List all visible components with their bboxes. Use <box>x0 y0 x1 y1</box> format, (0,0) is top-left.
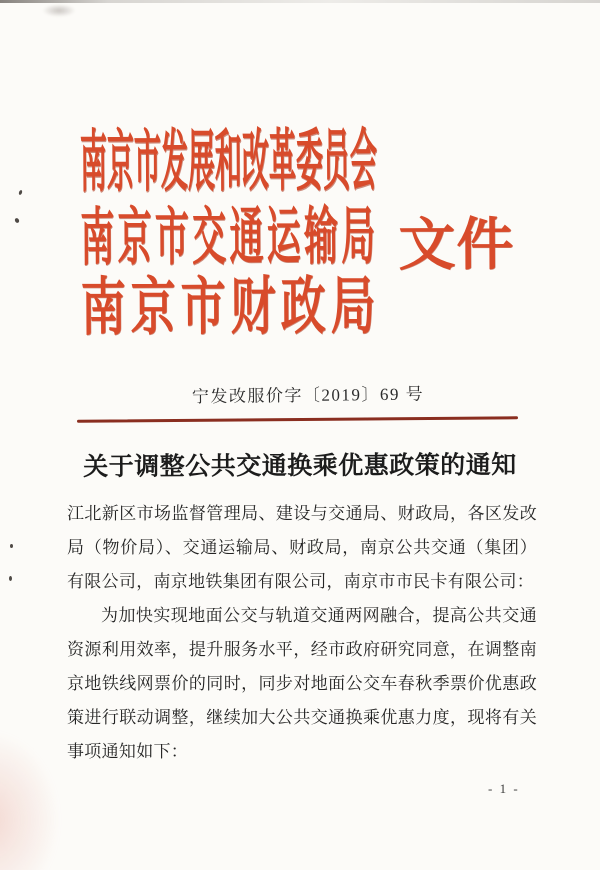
document-body <box>67 497 537 769</box>
letterhead <box>0 0 600 347</box>
scan-speck <box>10 544 13 548</box>
document-title: 关于调整公共交通换乘优惠政策的通知 <box>83 452 517 481</box>
body-paragraph: 为加快实现地面公交与轨道交通两网融合，提高公共交通资源利用效率，提升服务水平，经市政府研究同意，在调整南京地铁线网票价的同时，同步对地面公交车春秋季票价优惠政策进行联动调整，继续加大公共交通换乘优惠力度，现将有关事项通知如下： <box>67 606 537 761</box>
issuer-line-caizhengju: 南 京 市 财 政 局 <box>80 271 376 343</box>
document-number: 宁发改服价字〔2019〕69 号 <box>191 384 425 407</box>
issuer-line-fagaiwei: 南 京 市 发 展 和 改 革 委 员 会 <box>79 123 378 201</box>
recipients-paragraph: 江北新区市场监督管理局、建设与交通局、财政局，各区发改局（物价局）、交通运输局、财政局，南京公共交通（集团）有限公司，南京地铁集团有限公司，南京市市民卡有限公司： <box>67 504 537 591</box>
scan-speck <box>9 576 12 581</box>
issuer-line-jiaotongju: 南 京 市 交 通 运 输 局 <box>80 203 376 274</box>
scan-smudge-bottom-left <box>0 730 60 870</box>
page-number: - 1 - <box>488 781 520 796</box>
red-divider-rule <box>77 416 518 422</box>
doc-type-label: 文件 <box>398 213 515 278</box>
